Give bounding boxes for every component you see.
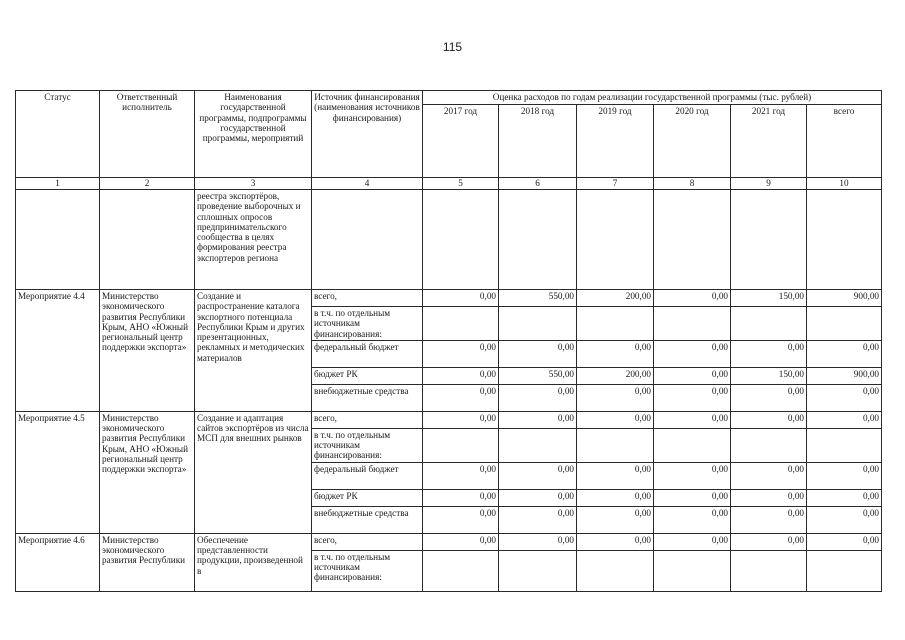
source-label: всего, [312,290,423,307]
column-number: 8 [654,178,731,190]
activity-executor: Министерство экономического развития Республики Крым, АНО «Южный региональный центр поддержки экспорта» [100,411,195,533]
source-label: бюджет РК [312,489,423,506]
header-year: 2019 год [577,105,654,178]
empty-cell [423,190,499,290]
source-label: федеральный бюджет [312,462,423,489]
empty-cell [654,307,731,341]
value-cell: 0,00 [731,411,807,428]
header-year: 2018 год [499,105,577,178]
header-year: 2021 год [731,105,807,178]
empty-cell [577,190,654,290]
value-cell: 0,00 [499,411,577,428]
value-cell: 0,00 [731,340,807,367]
header-estimate: Оценка расходов по годам реализации государственной программы (тыс. рублей) [423,91,882,105]
source-label: внебюджетные средства [312,384,423,411]
table-row [16,290,882,307]
value-cell: 0,00 [423,411,499,428]
value-cell: 0,00 [654,533,731,550]
table-row [16,411,882,428]
source-label: федеральный бюджет [312,340,423,367]
header-executor: Ответственный исполнитель [100,91,195,178]
value-cell: 200,00 [577,367,654,384]
empty-cell [654,190,731,290]
source-label: в т.ч. по отдельным источникам финансирования: [312,428,423,462]
value-cell: 0,00 [654,384,731,411]
value-cell: 200,00 [577,290,654,307]
value-cell: 0,00 [423,340,499,367]
header-year: 2017 год [423,105,499,178]
value-cell: 0,00 [654,462,731,489]
value-cell: 0,00 [731,489,807,506]
value-cell: 0,00 [577,489,654,506]
value-cell: 0,00 [654,411,731,428]
value-cell: 0,00 [423,384,499,411]
column-number: 7 [577,178,654,190]
empty-cell [499,550,577,591]
activity-status: Мероприятие 4.6 [16,533,100,591]
column-number: 2 [100,178,195,190]
source-label: всего, [312,533,423,550]
empty-cell [731,307,807,341]
empty-cell [807,550,882,591]
value-cell: 0,00 [577,506,654,533]
activity-name: Обеспечение представленности продукции, произведенной в [195,533,312,591]
column-number: 6 [499,178,577,190]
empty-cell [807,307,882,341]
value-cell: 0,00 [499,462,577,489]
empty-cell [731,550,807,591]
value-cell: 0,00 [499,533,577,550]
empty-cell [499,190,577,290]
empty-cell [100,190,195,290]
column-number: 4 [312,178,423,190]
value-cell: 0,00 [423,489,499,506]
source-label: в т.ч. по отдельным источникам финансирования: [312,307,423,341]
value-cell: 0,00 [731,384,807,411]
value-cell: 0,00 [807,411,882,428]
value-cell: 0,00 [807,489,882,506]
header-name: Наименования государственной программы, подпрограммы государственной программы, мероприятий [195,91,312,178]
value-cell: 0,00 [654,290,731,307]
column-number: 9 [731,178,807,190]
empty-cell [423,550,499,591]
empty-cell [577,550,654,591]
value-cell: 150,00 [731,367,807,384]
empty-cell [731,190,807,290]
value-cell: 0,00 [807,340,882,367]
value-cell: 0,00 [654,489,731,506]
value-cell: 0,00 [423,506,499,533]
budget-table [15,90,882,592]
value-cell: 0,00 [654,367,731,384]
column-number: 1 [16,178,100,190]
value-cell: 0,00 [577,411,654,428]
value-cell: 0,00 [654,506,731,533]
value-cell: 550,00 [499,290,577,307]
header-row [16,91,882,105]
column-number: 10 [807,178,882,190]
column-number-row [16,178,882,190]
value-cell: 0,00 [731,462,807,489]
value-cell: 0,00 [731,506,807,533]
column-number: 5 [423,178,499,190]
source-label: всего, [312,411,423,428]
value-cell: 900,00 [807,290,882,307]
empty-cell [312,190,423,290]
continuation-row [16,190,882,290]
value-cell: 0,00 [577,340,654,367]
value-cell: 0,00 [499,340,577,367]
value-cell: 0,00 [423,367,499,384]
empty-cell [499,307,577,341]
empty-cell [807,428,882,462]
empty-cell [499,428,577,462]
empty-cell [654,428,731,462]
value-cell: 550,00 [499,367,577,384]
activity-status: Мероприятие 4.4 [16,290,100,412]
empty-cell [807,190,882,290]
activity-executor: Министерство экономического развития Республики [100,533,195,591]
value-cell: 0,00 [807,506,882,533]
empty-cell [423,307,499,341]
value-cell: 0,00 [499,489,577,506]
activity-status: Мероприятие 4.5 [16,411,100,533]
empty-cell [577,428,654,462]
empty-cell [423,428,499,462]
source-label: бюджет РК [312,367,423,384]
value-cell: 0,00 [654,340,731,367]
table-row [16,533,882,550]
value-cell: 0,00 [731,533,807,550]
source-label: внебюджетные средства [312,506,423,533]
source-label: в т.ч. по отдельным источникам финансирования: [312,550,423,591]
value-cell: 0,00 [807,384,882,411]
value-cell: 0,00 [423,533,499,550]
continuation-text: реестра экспортёров, проведение выборочных и сплошных опросов предпринимательского сообщества в целях формирования реестра экспортеров региона [195,190,312,290]
empty-cell [577,307,654,341]
value-cell: 0,00 [577,462,654,489]
activity-executor: Министерство экономического развития Республики Крым, АНО «Южный региональный центр поддержки экспорта» [100,290,195,412]
value-cell: 0,00 [499,506,577,533]
value-cell: 150,00 [731,290,807,307]
value-cell: 0,00 [807,462,882,489]
value-cell: 0,00 [423,290,499,307]
value-cell: 0,00 [423,462,499,489]
activity-name: Создание и распространение каталога экспортного потенциала Республики Крым и других презентационных, рекламных и методических материалов [195,290,312,412]
value-cell: 900,00 [807,367,882,384]
value-cell: 0,00 [807,533,882,550]
page-number: 115 [442,40,463,54]
column-number: 3 [195,178,312,190]
empty-cell [16,190,100,290]
header-total: всего [807,105,882,178]
empty-cell [654,550,731,591]
value-cell: 0,00 [577,384,654,411]
value-cell: 0,00 [499,384,577,411]
header-year: 2020 год [654,105,731,178]
activity-name: Создание и адаптация сайтов экспортёров из числа МСП для внешних рынков [195,411,312,533]
value-cell: 0,00 [577,533,654,550]
header-status: Статус [16,91,100,178]
header-source: Источник финансирования (наименования источников финансирования) [312,91,423,178]
empty-cell [731,428,807,462]
